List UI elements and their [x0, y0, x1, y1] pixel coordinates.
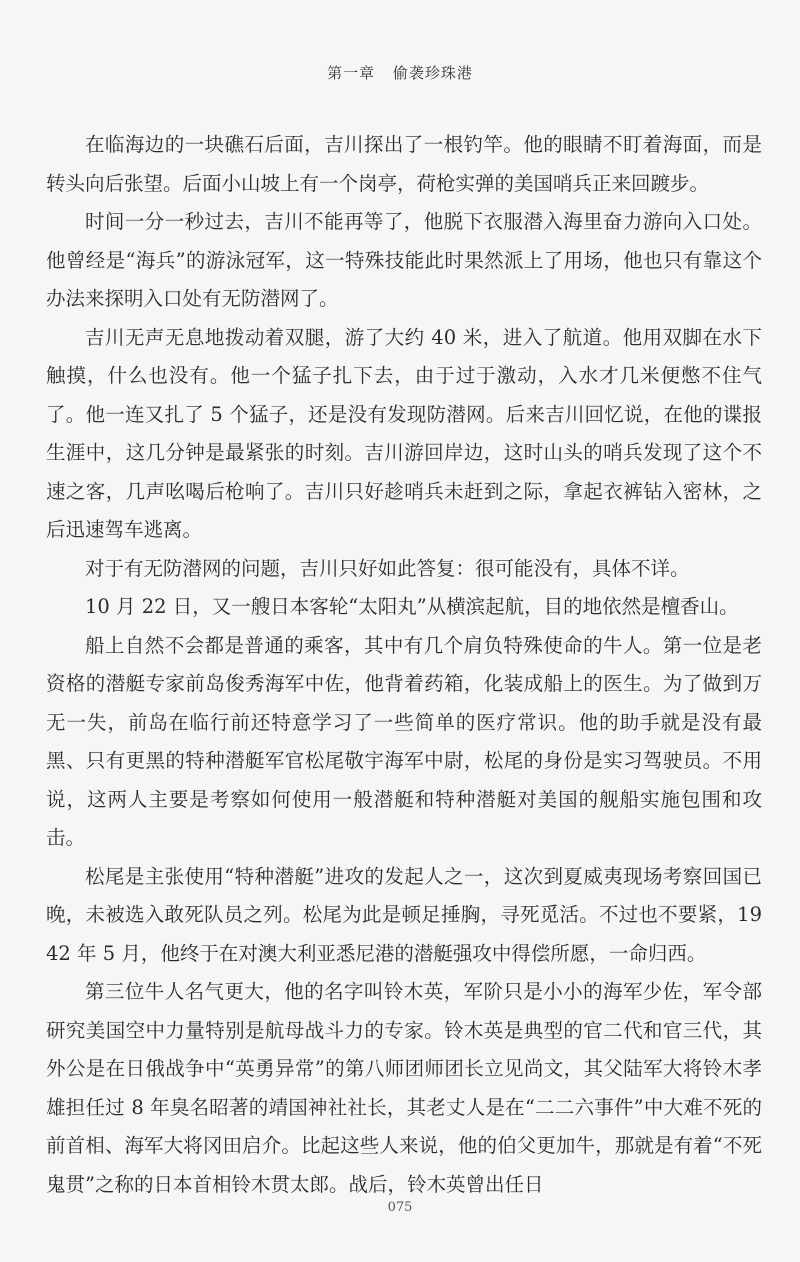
paragraph: 对于有无防潜网的问题，吉川只好如此答复：很可能没有，具体不详。: [85, 556, 690, 580]
paragraph: 在临海边的一块礁石后面，吉川探出了一根钓竿。他的眼睛不盯着海面，而是转头向后张望。后面小山坡上有一个岗亭，荷枪实弹的美国哨兵正来回踱步。: [46, 133, 762, 195]
chapter-title: 偷袭珍珠港: [392, 64, 473, 82]
running-head: [0, 62, 800, 83]
paragraph: 船上自然不会都是普通的乘客，其中有几个肩负特殊使命的牛人。第一位是老资格的潜艇专家前岛俊秀海军中佐，他背着药箱，化装成船上的医生。为了做到万无一失，前岛在临行前还特意学习了一些简单的医疗常识。他的助手就是没有最黑、只有更黑的特种潜艇军官松尾敬宇海军中尉，松尾的身份是实习驾驶员。不用说，这两人主要是考察如何使用一般潜艇和特种潜艇对美国的舰船实施包围和攻击。: [46, 633, 762, 849]
paragraph: 松尾是主张使用“特种潜艇”进攻的发起人之一，这次到夏威夷现场考察回国已晚，未被选入敢死队员之列。松尾为此是顿足捶胸，寻死觅活。不过也不要紧，1942 年 5 月，他终于在对澳大利亚悉尼港的潜艇强攻中得偿所愿，一命归西。: [46, 864, 762, 965]
paragraph: 10 月 22 日，又一艘日本客轮“太阳丸”从横滨起航，目的地依然是檀香山。: [85, 595, 739, 618]
paragraph: 第三位牛人名气更大，他的名字叫铃木英，军阶只是小小的海军少佐，军令部研究美国空中力量特别是航母战斗力的专家。铃木英是典型的官二代和官三代，其外公是在日俄战争中“英勇异常”的第八师团师团长立见尚文，其父陆军大将铃木孝雄担任过 8 年臭名昭著的靖国神社社长，其老丈人是在“二二六事件”中大难不死的前首相、海军大将冈田启介。比起这些人来说，他的伯父更加牛，那就是有着“不死鬼贯”之称的日本首相铃木贯太郎。战后，铃木英曾出任日: [46, 980, 762, 1196]
body-text: [46, 126, 762, 1204]
paragraph: 时间一分一秒过去，吉川不能再等了，他脱下衣服潜入海里奋力游向入口处。他曾经是“海兵”的游泳冠军，这一特殊技能此时果然派上了用场，他也只有靠这个办法来探明入口处有无防潜网了。: [46, 210, 762, 310]
chapter-number: 第一章: [327, 64, 376, 82]
page-number: 075: [387, 1200, 413, 1215]
paragraph: 吉川无声无息地拨动着双腿，游了大约 40 米，进入了航道。他用双脚在水下触摸，什么也没有。他一个猛子扎下去，由于过于激动，入水才几米便憋不住气了。他一连又扎了 5 个猛子，还是没有发现防潜网。后来吉川回忆说，在他的谍报生涯中，这几分钟是最紧张的时刻。吉川游回岸边，这时山头的哨兵发现了这个不速之客，几声吆喝后枪响了。吉川只好趁哨兵未赶到之际，拿起衣裤钻入密林，之后迅速驾车逃离。: [46, 325, 762, 541]
